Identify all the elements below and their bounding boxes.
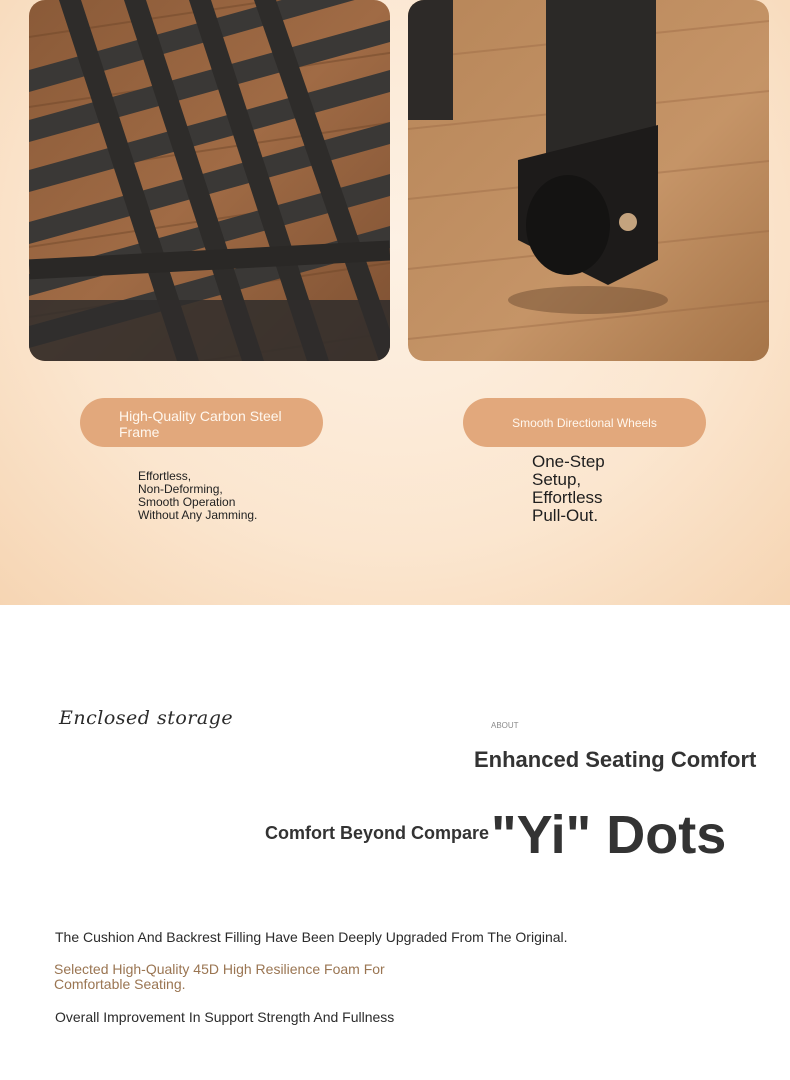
support-description: Overall Improvement In Support Strength And Fullness bbox=[55, 1009, 395, 1025]
steel-frame-photo bbox=[29, 0, 390, 361]
frame-feature-label: High-Quality Carbon Steel Frame bbox=[119, 408, 282, 440]
tiny-label: ABOUT bbox=[491, 721, 519, 730]
wheels-feature-label: Smooth Directional Wheels bbox=[512, 416, 657, 430]
wheels-feature-pill bbox=[463, 398, 706, 447]
yi-dots-heading: "Yi" Dots bbox=[491, 805, 727, 865]
wheel-photo bbox=[408, 0, 769, 361]
section-script-title: Enclosed storage bbox=[59, 707, 234, 729]
foam-description: Selected High-Quality 45D High Resilience Foam For Comfortable Seating. bbox=[54, 961, 385, 992]
enhanced-comfort-heading: Enhanced Seating Comfort bbox=[474, 747, 757, 772]
upgrade-description: The Cushion And Backrest Filling Have Been Deeply Upgraded From The Original. bbox=[55, 929, 568, 945]
comfort-compare-heading: Comfort Beyond Compare bbox=[265, 823, 490, 843]
frame-feature-description: Effortless, Non-Deforming, Smooth Operation Without Any Jamming. bbox=[138, 469, 258, 522]
frame-feature-pill bbox=[80, 398, 323, 447]
wheels-feature-description: One-Step Setup, Effortless Pull-Out. bbox=[532, 452, 605, 525]
